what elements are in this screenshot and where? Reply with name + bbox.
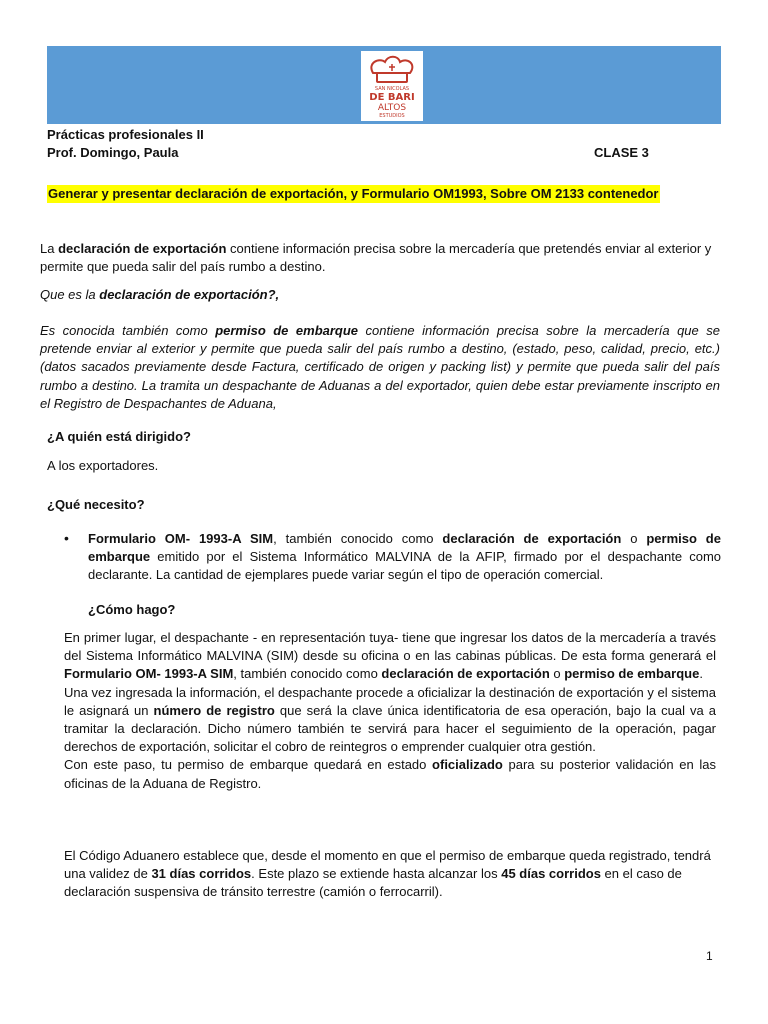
- chef-hat-logo-icon: [371, 57, 412, 82]
- page-number: 1: [706, 949, 713, 963]
- howto-paragraph: En primer lugar, el despachante - en representación tuya- tiene que ingresar los datos de la mercadería a través del Sistema Informático MALVINA (SIM) desde su oficina o en las cabinas públicas. De esta forma generará el Formulario OM- 1993-A SIM, también conocido como declaración de exportación o permiso de embarque. Una vez ingresada la información, el despachante procede a oficializar la destinación de exportación y el sistema le asignará un número de registro que será la clave única identificatoria de esa operación, bajo la cual va a tramitar la declaración. Dicho número también te servirá para hacer el seguimiento de la operación, pagar derechos de exportación, solicitar el cobro de reintegros o emprender cualquier otra gestión. Con este paso, tu permiso de embarque quedará en estado oficializado para su posterior validación en las oficinas de la Aduana de Registro.: [64, 630, 717, 791]
- answer-to-whom: A los exportadores.: [47, 458, 159, 473]
- logo-text-4: ESTUDIOS: [379, 113, 405, 119]
- question-what-need: ¿Qué necesito?: [47, 497, 145, 512]
- question-to-whom: ¿A quién está dirigido?: [47, 429, 191, 444]
- document-title: Generar y presentar declaración de exportación, y Formulario OM1993, Sobre OM 2133 contenedor: [48, 186, 659, 201]
- intro-paragraph: La declaración de exportación contiene información precisa sobre la mercadería que pretendés enviar al exterior y permite que pueda salir del país rumbo a destino.: [40, 241, 712, 275]
- bullet-marker: •: [64, 530, 69, 546]
- class-label: CLASE 3: [594, 145, 649, 160]
- definition-paragraph: Es conocida también como permiso de embarque contiene información precisa sobre la mercadería que se pretende enviar al exterior y permite que pueda salir del país rumbo a destino, (estado, peso, calidad, precio, etc.) (datos sacados previamente desde Factura, certificado de origen y packing list) y permite que pueda salir del país rumbo a destino. La tramita un despachante de Aduanas a del exportador, quien debe estar previamente inscripto en el Registro de Despachantes de Aduana,: [40, 323, 720, 411]
- logo-text-3: ALTOS: [377, 103, 407, 113]
- school-logo: [361, 51, 423, 121]
- logo-text-2: DE BARI: [369, 92, 415, 103]
- logo-text-1: SAN NICOLAS: [374, 86, 410, 92]
- bullet-form-item: Formulario OM- 1993-A SIM, también conocido como declaración de exportación o permiso de embarque emitido por el Sistema Informático MALVINA de la AFIP, firmado por el despachante como declarante. La cantidad de ejemplares puede variar según el tipo de operación comercial.: [88, 531, 721, 583]
- course-name: Prácticas profesionales II: [47, 127, 204, 142]
- validity-paragraph: El Código Aduanero establece que, desde el momento en que el permiso de embarque queda registrado, tendrá una validez de 31 días corridos. Este plazo se extiende hasta alcanzar los 45 días corridos en el caso de declaración suspensiva de tránsito terrestre (camión o ferrocarril).: [64, 848, 711, 900]
- question-how: ¿Cómo hago?: [88, 602, 176, 617]
- question-what-is: Que es la declaración de exportación?,: [40, 287, 280, 302]
- professor-name: Prof. Domingo, Paula: [47, 145, 179, 160]
